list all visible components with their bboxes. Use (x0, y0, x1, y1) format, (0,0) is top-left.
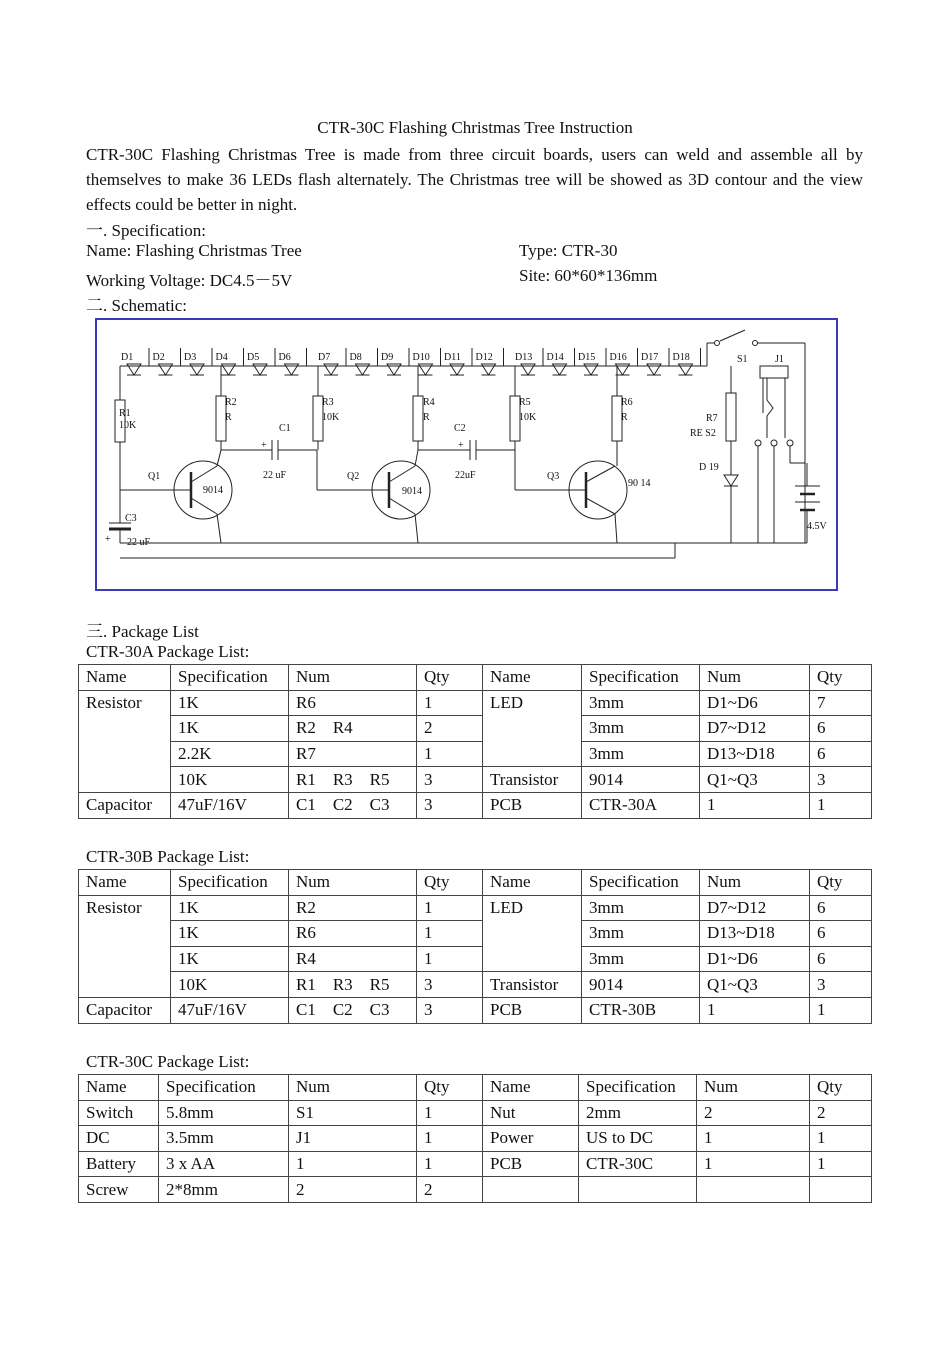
table-cell: 9014 (582, 972, 700, 998)
table-header-cell: Specification (582, 870, 700, 896)
table-cell: 1 (810, 997, 872, 1023)
label-r6: R6 (621, 397, 633, 408)
table-cell: 3 (810, 767, 872, 793)
table-header-cell: Qty (810, 870, 872, 896)
table-cell (483, 741, 582, 767)
table-cell: 3mm (582, 946, 700, 972)
table-cell: 1K (171, 690, 289, 716)
table-row (79, 792, 872, 818)
table-cell: 1 (417, 946, 483, 972)
label-led: D9 (381, 352, 394, 363)
table-cell: R7 (289, 741, 417, 767)
table-cell: PCB (483, 1151, 579, 1177)
label-led: D16 (609, 352, 627, 363)
table-header-cell: Num (289, 665, 417, 691)
table-header-row (79, 870, 872, 896)
table-header-cell: Name (79, 1075, 159, 1101)
table-cell (579, 1177, 697, 1203)
label-c3-plus: + (105, 534, 111, 545)
label-q2: Q2 (347, 471, 360, 482)
table-header-cell: Qty (417, 665, 483, 691)
table-cell: US to DC (579, 1126, 697, 1152)
table-cell: D13~D18 (700, 741, 810, 767)
table-cell: 1 (417, 741, 483, 767)
label-r1-value: 10K (119, 420, 137, 431)
label-r3: R3 (322, 397, 334, 408)
table-cell: 1K (171, 921, 289, 947)
table-cell: D7~D12 (700, 895, 810, 921)
label-led: D14 (546, 352, 564, 363)
table-header-cell: Num (289, 870, 417, 896)
table-cell: Nut (483, 1100, 579, 1126)
table-cell: 1 (697, 1151, 810, 1177)
table-cell: 6 (810, 895, 872, 921)
label-c1-value: 22 uF (263, 470, 287, 481)
table-cell (483, 921, 582, 947)
table-cell: 1K (171, 946, 289, 972)
table-header-cell: Qty (810, 665, 872, 691)
table-row (79, 1151, 872, 1177)
table-cell: 6 (810, 716, 872, 742)
table-cell (697, 1177, 810, 1203)
table-cell: 1 (417, 1100, 483, 1126)
table-cell: 1 (417, 1151, 483, 1177)
table-header-cell: Qty (810, 1075, 872, 1101)
spec-size: Site: 60*60*136mm (519, 266, 658, 285)
table-cell (483, 1177, 579, 1203)
table-cell: 3 (417, 792, 483, 818)
table-cell: LED (483, 690, 582, 716)
table-cell: 6 (810, 921, 872, 947)
label-q3-value: 90 14 (628, 478, 651, 489)
label-c3: C3 (125, 513, 137, 524)
table-cell: Power (483, 1126, 579, 1152)
schematic-heading: 二. Schematic: (86, 296, 188, 315)
table-cell: Resistor (79, 690, 171, 716)
label-r2-value: R (225, 412, 232, 423)
label-led: D7 (318, 352, 331, 363)
label-led: D11 (444, 352, 461, 363)
label-battery: 4.5V (807, 521, 827, 532)
label-q1-value: 9014 (203, 485, 223, 496)
table-header-row (79, 1075, 872, 1101)
table-header-cell: Name (79, 665, 171, 691)
table-cell (79, 716, 171, 742)
table-cell: Transistor (483, 972, 582, 998)
table-cell: 6 (810, 741, 872, 767)
table-cell: Capacitor (79, 792, 171, 818)
table-cell: 47uF/16V (171, 792, 289, 818)
table-cell: Switch (79, 1100, 159, 1126)
table-cell (79, 741, 171, 767)
table-row (79, 972, 872, 998)
table-row (79, 921, 872, 947)
label-c1-plus: + (261, 440, 267, 451)
table-cell: D1~D6 (700, 946, 810, 972)
label-q2-value: 9014 (402, 486, 422, 497)
table-cell (810, 1177, 872, 1203)
label-led: D10 (412, 352, 430, 363)
table-header-row (79, 665, 872, 691)
table-cell: D1~D6 (700, 690, 810, 716)
table-cell: 6 (810, 946, 872, 972)
label-led: D6 (278, 352, 291, 363)
table-row (79, 690, 872, 716)
table-cell: 3 (417, 767, 483, 793)
label-c3-value: 22 uF (127, 537, 151, 548)
table-row (79, 1100, 872, 1126)
table-header-cell: Name (483, 665, 582, 691)
table-cell: 3 x AA (159, 1151, 289, 1177)
table-cell: D7~D12 (700, 716, 810, 742)
label-r3-value: 10K (322, 412, 340, 423)
table-cell: 2 (289, 1177, 417, 1203)
schematic-diagram (95, 318, 838, 591)
table-row (79, 741, 872, 767)
table-cell: Resistor (79, 895, 171, 921)
label-r7: R7 (706, 413, 718, 424)
table-cell: Transistor (483, 767, 582, 793)
table-cell: S1 (289, 1100, 417, 1126)
table-cell: PCB (483, 792, 582, 818)
table-cell: LED (483, 895, 582, 921)
table-cell: 1K (171, 895, 289, 921)
table-cell: R2 (289, 895, 417, 921)
spec-voltage: Working Voltage: DC4.5－5V (86, 271, 293, 290)
table-cell: 1 (417, 895, 483, 921)
label-c2: C2 (454, 423, 466, 434)
table-cell: 1 (810, 1126, 872, 1152)
table-header-cell: Num (700, 870, 810, 896)
label-q3: Q3 (547, 471, 560, 482)
table-cell: R2 R4 (289, 716, 417, 742)
table-cell: Q1~Q3 (700, 972, 810, 998)
label-led: D8 (349, 352, 362, 363)
table-cell: 1 (417, 1126, 483, 1152)
package-a-table (78, 664, 872, 819)
table-header-cell: Specification (159, 1075, 289, 1101)
table-cell: 3mm (582, 921, 700, 947)
table-header-cell: Num (697, 1075, 810, 1101)
table-row (79, 1177, 872, 1203)
table-cell: 2 (417, 716, 483, 742)
label-c1: C1 (279, 423, 291, 434)
table-row (79, 946, 872, 972)
table-cell (483, 946, 582, 972)
label-j1: J1 (775, 354, 784, 365)
label-d19: D 19 (699, 462, 719, 473)
table-row (79, 997, 872, 1023)
table-header-cell: Specification (171, 665, 289, 691)
label-led: D2 (152, 352, 165, 363)
table-cell: 2*8mm (159, 1177, 289, 1203)
table-cell: 3mm (582, 690, 700, 716)
label-led: D17 (641, 352, 659, 363)
table-cell: 1 (289, 1151, 417, 1177)
table-cell: 10K (171, 767, 289, 793)
jack-j1 (760, 366, 788, 378)
table-cell: 1 (417, 921, 483, 947)
table-cell: R6 (289, 921, 417, 947)
table-cell (79, 946, 171, 972)
table-cell: 1 (700, 792, 810, 818)
label-r2: R2 (225, 397, 237, 408)
table-cell (79, 767, 171, 793)
table-cell: 9014 (582, 767, 700, 793)
table-cell: 3mm (582, 895, 700, 921)
label-led: D4 (215, 352, 228, 363)
table-cell (483, 716, 582, 742)
table-cell: 2 (810, 1100, 872, 1126)
table-cell: R6 (289, 690, 417, 716)
table-cell: 2mm (579, 1100, 697, 1126)
table-cell: 2 (697, 1100, 810, 1126)
label-r7-value: RE S2 (690, 428, 716, 439)
table-cell: C1 C2 C3 (289, 997, 417, 1023)
table-row (79, 895, 872, 921)
label-r1: R1 (119, 408, 131, 419)
table-cell: 7 (810, 690, 872, 716)
package-c-title: CTR-30C Package List: (86, 1052, 250, 1071)
spec-name: Name: Flashing Christmas Tree (86, 241, 302, 260)
table-cell: Battery (79, 1151, 159, 1177)
table-cell: 10K (171, 972, 289, 998)
table-cell: 1 (697, 1126, 810, 1152)
package-b-table (78, 869, 872, 1024)
resistor-r7 (726, 393, 736, 441)
package-b-title: CTR-30B Package List: (86, 847, 250, 866)
label-s1: S1 (737, 354, 748, 365)
schematic-frame (96, 319, 837, 590)
table-header-cell: Qty (417, 870, 483, 896)
table-header-cell: Name (79, 870, 171, 896)
table-cell: Q1~Q3 (700, 767, 810, 793)
label-led: D3 (184, 352, 197, 363)
table-cell: 2.2K (171, 741, 289, 767)
table-header-cell: Specification (579, 1075, 697, 1101)
table-header-cell: Specification (582, 665, 700, 691)
table-cell: CTR-30B (582, 997, 700, 1023)
table-cell: R1 R3 R5 (289, 972, 417, 998)
label-r4: R4 (423, 397, 435, 408)
table-cell: C1 C2 C3 (289, 792, 417, 818)
table-cell: 5.8mm (159, 1100, 289, 1126)
table-cell: 1K (171, 716, 289, 742)
label-led: D1 (121, 352, 134, 363)
table-cell: 1 (700, 997, 810, 1023)
table-cell: CTR-30C (579, 1151, 697, 1177)
table-cell: R1 R3 R5 (289, 767, 417, 793)
table-row (79, 1126, 872, 1152)
label-r4-value: R (423, 412, 430, 423)
table-cell: 47uF/16V (171, 997, 289, 1023)
table-cell: R4 (289, 946, 417, 972)
label-r5-value: 10K (519, 412, 537, 423)
table-header-cell: Name (483, 870, 582, 896)
package-a-title: CTR-30A Package List: (86, 642, 250, 661)
document-title: CTR-30C Flashing Christmas Tree Instruction (317, 118, 633, 137)
package-heading: 三. Package List (86, 622, 199, 641)
table-cell: DC (79, 1126, 159, 1152)
table-cell (79, 921, 171, 947)
table-header-cell: Specification (171, 870, 289, 896)
table-cell: 3 (417, 997, 483, 1023)
label-q1: Q1 (148, 471, 161, 482)
table-header-cell: Qty (417, 1075, 483, 1101)
table-row (79, 716, 872, 742)
table-cell: 3 (810, 972, 872, 998)
label-c2-plus: + (458, 440, 464, 451)
table-cell: 1 (810, 792, 872, 818)
label-r5: R5 (519, 397, 531, 408)
intro-paragraph: CTR-30C Flashing Christmas Tree is made from three circuit boards, users can weld and assemble all by themselves to make 36 LEDs flash alternately. The Christmas tree will be showed as 3D contour and the view effects could be better in night. (86, 145, 863, 214)
led-d19 (724, 475, 738, 486)
label-c2-value: 22uF (455, 470, 476, 481)
table-cell: D13~D18 (700, 921, 810, 947)
label-led: D5 (247, 352, 260, 363)
table-header-cell: Name (483, 1075, 579, 1101)
label-led: D18 (672, 352, 690, 363)
table-cell: Capacitor (79, 997, 171, 1023)
table-cell (79, 972, 171, 998)
table-cell: CTR-30A (582, 792, 700, 818)
table-cell: Screw (79, 1177, 159, 1203)
table-cell: 3.5mm (159, 1126, 289, 1152)
table-cell: 3 (417, 972, 483, 998)
label-led: D15 (578, 352, 596, 363)
label-led: D12 (475, 352, 493, 363)
table-cell: PCB (483, 997, 582, 1023)
table-cell: 1 (417, 690, 483, 716)
label-r6-value: R (621, 412, 628, 423)
table-cell: 2 (417, 1177, 483, 1203)
spec-type: Type: CTR-30 (519, 241, 618, 260)
package-c-table (78, 1074, 872, 1203)
table-row (79, 767, 872, 793)
label-led: D13 (515, 352, 533, 363)
spec-heading: 一. Specification: (86, 221, 206, 240)
table-header-cell: Num (700, 665, 810, 691)
table-cell: 1 (810, 1151, 872, 1177)
resistor-r4 (413, 396, 423, 441)
table-cell: 3mm (582, 716, 700, 742)
table-header-cell: Num (289, 1075, 417, 1101)
table-cell: 3mm (582, 741, 700, 767)
table-cell: J1 (289, 1126, 417, 1152)
